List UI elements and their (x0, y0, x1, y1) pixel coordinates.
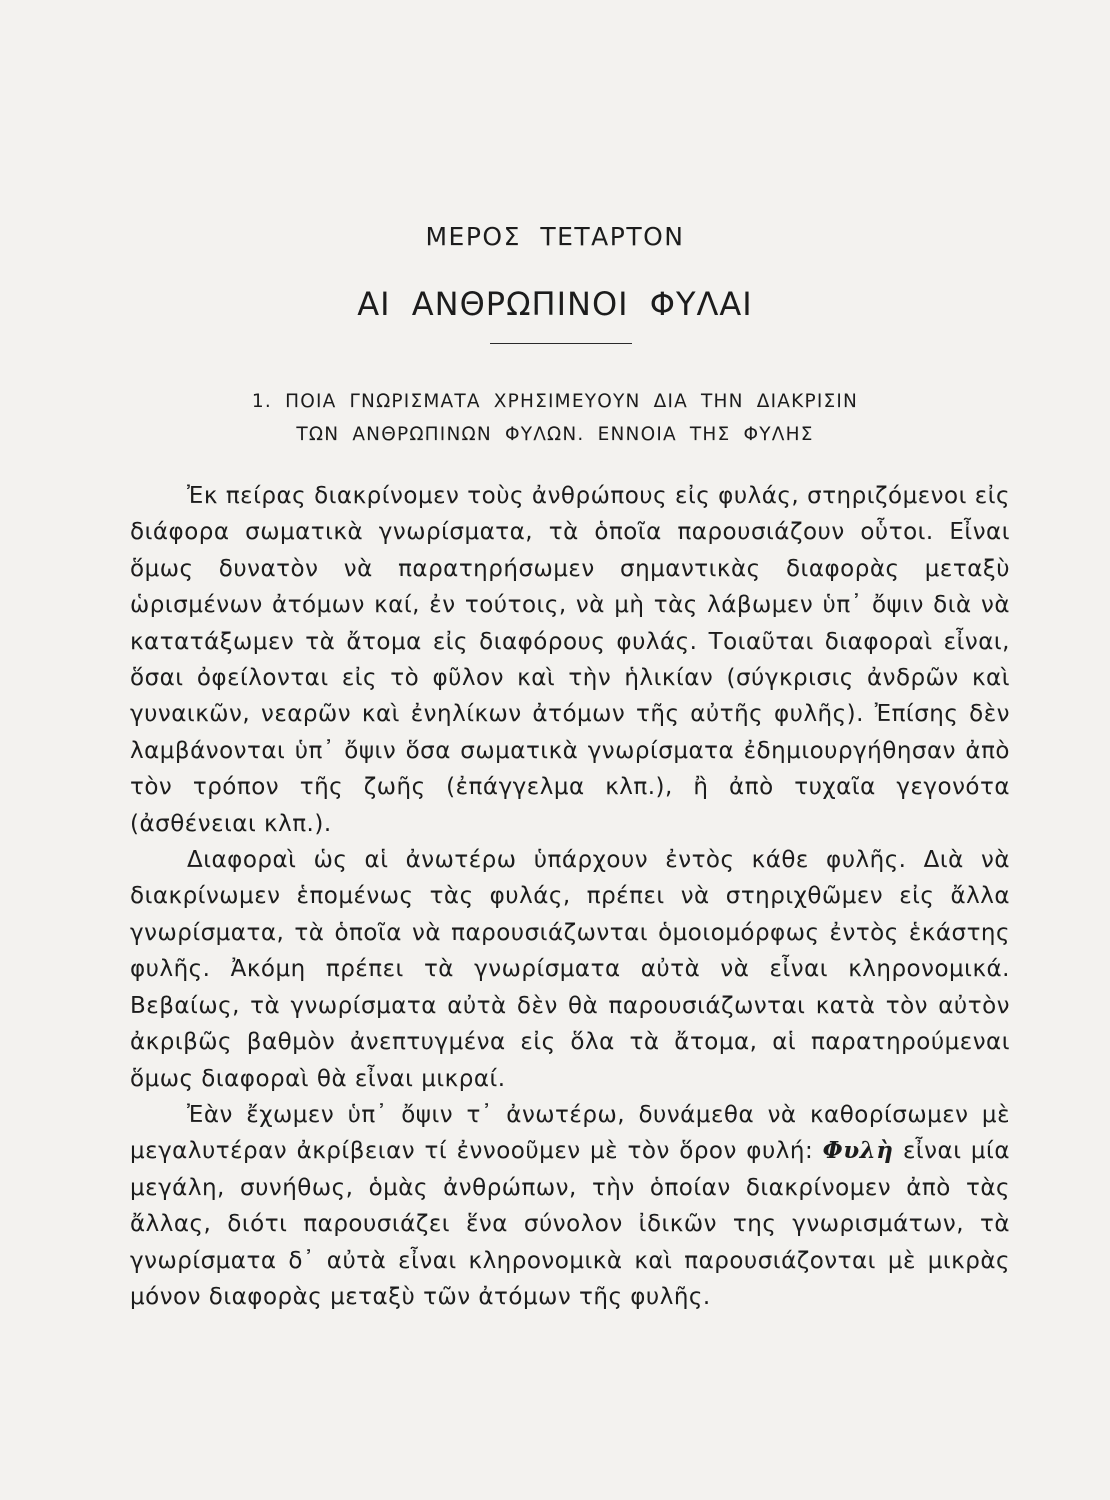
paragraph-3-definition: εἶναι μία μεγάλη, συνήθως, ὁμὰς ἀνθρώπων, τὴν ὁποίαν διακρίνομεν ἀπὸ τὰς ἄλλας, διότι παρουσιάζει ἕνα σύνολον ἰδικῶν της γνωρισμάτων, τὰ γνωρίσματα δ᾽ αὐτὰ εἶναι κληρονομικὰ καὶ παρουσιάζονται μὲ μικρὰς μόνον διαφορὰς μεταξὺ τῶν ἀτόμων τῆς φυλῆς. (130, 1138, 1010, 1310)
title-divider (490, 343, 632, 344)
section-number: 1. (251, 391, 272, 412)
section-heading-line-2: ΤΩΝ ΑΝΘΡΩΠΙΝΩΝ ΦΥΛΩΝ. ΕΝΝΟΙΑ ΤΗΣ ΦΥΛΗΣ (296, 424, 814, 445)
chapter-title: ΑΙ ΑΝΘΡΩΠΙΝΟΙ ΦΥΛΑΙ (357, 285, 753, 323)
part-title: ΜΕΡΟΣ ΤΕΤΑΡΤΟΝ (425, 222, 685, 251)
section-heading-line-1 (130, 385, 980, 418)
paragraph-3 (130, 1097, 1010, 1315)
defined-term: Φυλὴ (822, 1137, 894, 1165)
body-text (130, 478, 1010, 1315)
paragraph-2: Διαφοραὶ ὡς αἱ ἀνωτέρω ὑπάρχουν ἐντὸς κάθε φυλῆς. Διὰ νὰ διακρίνωμεν ἑπομένως τὰς φυλάς, πρέπει νὰ στηριχθῶμεν εἰς ἄλλα γνωρίσματα, τὰ ὁποῖα νὰ παρουσιάζωνται ὁμοιομόρφως ἐντὸς ἑκάστης φυλῆς. Ἀκόμη πρέπει τὰ γνωρίσματα αὐτὰ νὰ εἶναι κληρονομικά. Βεβαίως, τὰ γνωρίσματα αὐτὰ δὲν θὰ παρουσιάζωνται κατὰ τὸν αὐτὸν ἀκριβῶς βαθμὸν ἀνεπτυγμένα εἰς ὅλα τὰ ἄτομα, αἱ παρατηρούμεναι ὅμως διαφοραὶ θὰ εἶναι μικραί. (130, 847, 1010, 1092)
section-heading-text-1: ΠΟΙΑ ΓΝΩΡΙΣΜΑΤΑ ΧΡΗΣΙΜΕΥΟΥΝ ΔΙΑ ΤΗΝ ΔΙΑΚΡΙΣΙΝ (285, 391, 859, 412)
paragraph-1: Ἐκ πείρας διακρίνομεν τοὺς ἀνθρώπους εἰς φυλάς, στηριζόμενοι εἰς διάφορα σωματικὰ γνωρίσματα, τὰ ὁποῖα παρουσιάζουν οὗτοι. Εἶναι ὅμως δυνατὸν νὰ παρατηρήσωμεν σημαντικὰς διαφορὰς μεταξὺ ὡρισμένων ἀτόμων καί, ἐν τούτοις, νὰ μὴ τὰς λάβωμεν ὑπ᾽ ὄψιν διὰ νὰ κατατάξωμεν τὰ ἄτομα εἰς διαφόρους φυλάς. Τοιαῦται διαφοραὶ εἶναι, ὅσαι ὀφείλονται εἰς τὸ φῦλον καὶ τὴν ἡλικίαν (σύγκρισις ἀνδρῶν καὶ γυναικῶν, νεαρῶν καὶ ἐνηλίκων ἀτόμων τῆς αὐτῆς φυλῆς). Ἐπίσης δὲν λαμβάνονται ὑπ᾽ ὄψιν ὅσα σωματικὰ γνωρίσματα ἐδημιουργήθησαν ἀπὸ τὸν τρόπον τῆς ζωῆς (ἐπάγγελμα κλπ.), ἢ ἀπὸ τυχαῖα γεγονότα (ἀσθένειαι κλπ.). (130, 483, 1010, 837)
paragraph-3-intro: Ἐὰν ἔχωμεν ὑπ᾽ ὄψιν τ᾽ ἀνωτέρω, δυνάμεθα νὰ καθορίσωμεν μὲ μεγαλυτέραν ἀκρίβειαν τί ἐννοοῦμεν μὲ τὸν ὅρον φυλή: (130, 1101, 1010, 1165)
section-heading (130, 385, 980, 451)
